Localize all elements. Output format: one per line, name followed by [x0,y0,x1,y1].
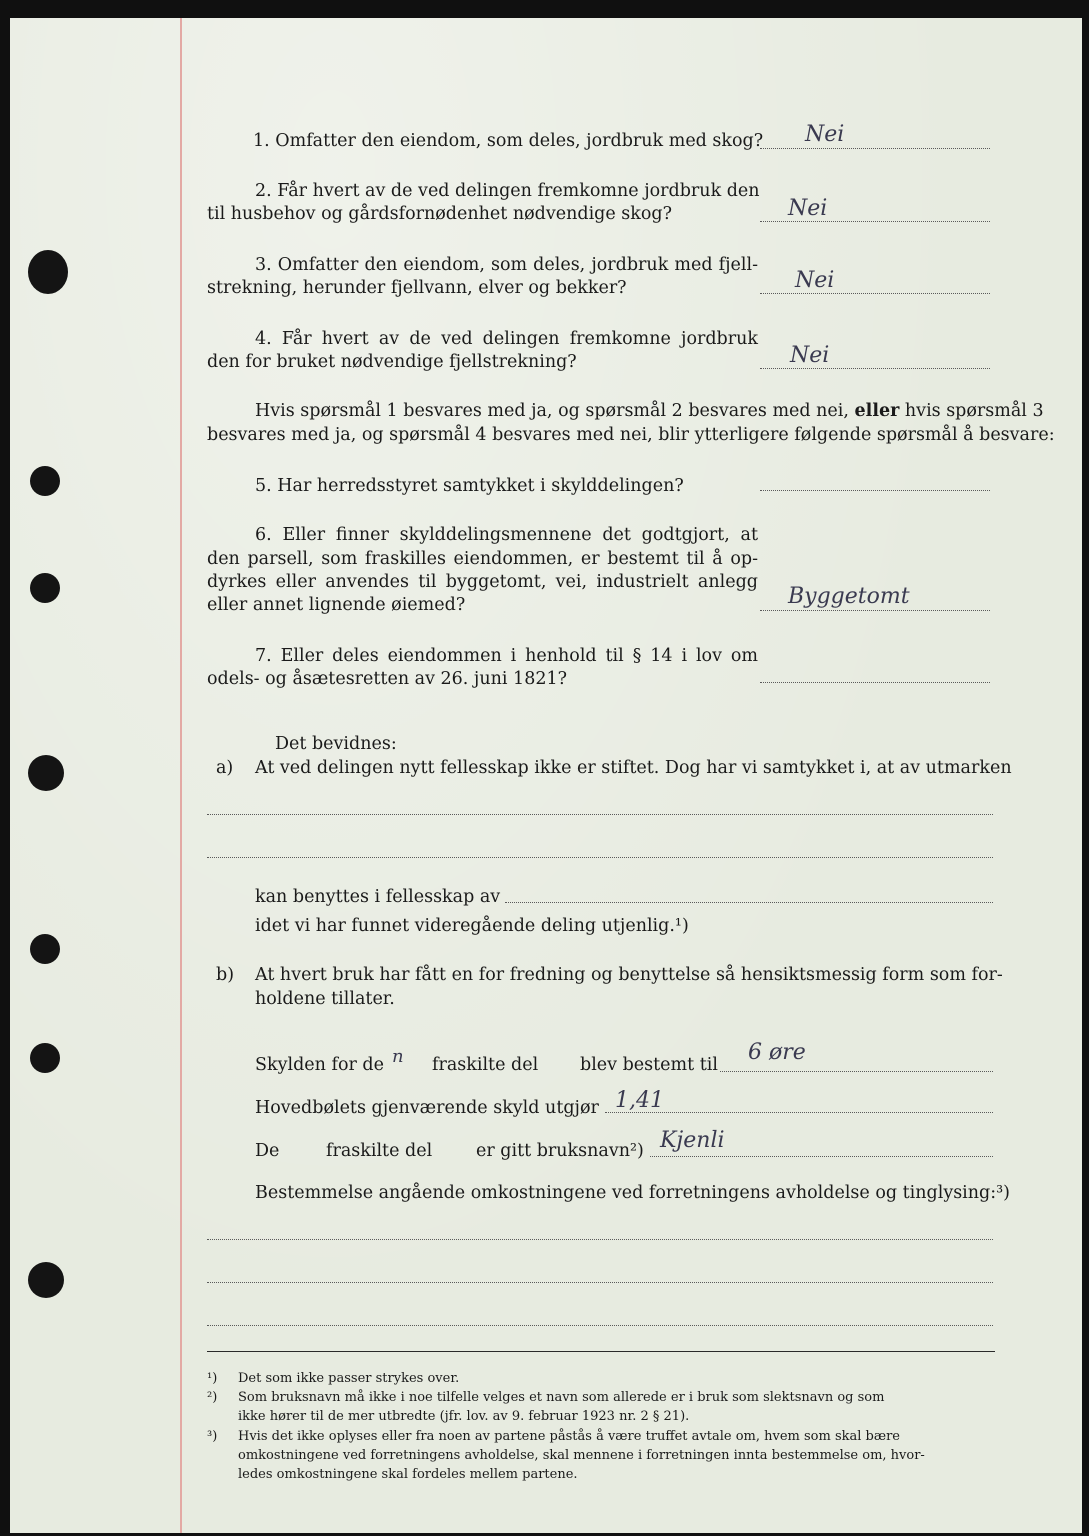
hovedbol-label: Hovedbølets gjenværende skyld utgjør [255,1098,599,1118]
document-page [10,18,1082,1533]
skyld-word-1: Skylden for de [255,1055,384,1075]
answer-line-3 [760,293,990,294]
bevidnes-title: Det bevidnes: [275,734,397,754]
question-2-line-2: til husbehov og gårdsfornødenhet nødvendige skog? [207,204,672,224]
blank-line-b2 [207,1282,993,1283]
footnote-1-marker: ¹) [207,1371,218,1386]
bruks-word-3: er gitt bruksnavn²) [476,1141,644,1161]
footnote-3-line-1: Hvis det ikke oplyses eller fra noen av partene påstås å være truffet avtale om, hvem som skal bære [238,1429,900,1444]
blank-line-b1 [207,1239,993,1240]
item-b-label: b) [216,965,235,985]
bruks-word-2: fraskilte del [326,1141,433,1161]
answer-line-1 [760,148,990,149]
footnote-3-line-3: ledes omkostningene skal fordeles mellem partene. [238,1467,578,1482]
footnote-2-line-2: ikke hører til de mer utbredte (jfr. lov. av 9. februar 1923 nr. 2 § 21). [238,1409,690,1424]
answer-6: Byggetomt [788,584,910,609]
footnote-3-marker: ³) [207,1429,218,1444]
skyld-word-2: fraskilte del [432,1055,539,1075]
blank-line-a3 [505,902,993,903]
answer-4: Nei [790,343,830,368]
question-4-line-1: 4. Får hvert av de ved delingen fremkomne jordbruk [255,329,758,349]
blank-line-a1 [207,814,993,815]
punch-hole [28,1262,64,1298]
answer-bruksnavn: Kjenli [660,1128,725,1153]
answer-3: Nei [795,268,835,293]
bruks-word-1: De [255,1141,280,1161]
answer-line-skyld [720,1071,993,1072]
footnote-1: Det som ikke passer strykes over. [238,1371,460,1386]
footnote-2-line-1: Som bruksnavn må ikke i noe tilfelle velges et navn som allerede er i bruk som slektsnavn og som [238,1390,885,1405]
item-a-text: At ved delingen nytt fellesskap ikke er stiftet. Dog har vi samtykket i, at av utmarken [255,758,1012,778]
item-b-line-1: At hvert bruk har fått en for fredning og benyttelse så hensiktsmessig form som for- [255,965,1003,985]
answer-hovedbol: 1,41 [615,1088,664,1113]
answer-2: Nei [788,196,828,221]
skyld-word-3: blev bestemt til [580,1055,718,1075]
margin-rule [180,18,182,1533]
item-a-label: a) [216,758,234,778]
question-7-line-2: odels- og åsætesretten av 26. juni 1821? [207,669,567,689]
intro-line-2: besvares med ja, og spørsmål 4 besvares med nei, blir ytterligere følgende spørsmål å besvare: [207,425,1055,445]
footnote-rule [207,1351,995,1352]
answer-line-4 [760,368,990,369]
answer-line-bruksnavn [650,1156,993,1157]
question-6-line-2: den parsell, som fraskilles eiendommen, er bestemt til å op- [207,549,758,569]
question-6-line-4: eller annet lignende øiemed? [207,595,466,615]
bestemmelse-label: Bestemmelse angående omkostningene ved forretningens avholdelse og tinglysing:³) [255,1183,1010,1203]
question-3-line-2: strekning, herunder fjellvann, elver og bekker? [207,278,627,298]
punch-hole [30,934,60,964]
item-a-line-3: kan benyttes i fellesskap av [255,887,501,907]
intro-line-1: Hvis spørsmål 1 besvares med ja, og spørsmål 2 besvares med nei, eller hvis spørsmål 3 [255,401,1044,421]
skyld-handwritten-de: n [392,1046,404,1067]
answer-skyld: 6 øre [748,1040,806,1065]
punch-hole [28,755,64,791]
answer-1: Nei [805,122,845,147]
question-2-line-1: 2. Får hvert av de ved delingen fremkomne jordbruk den [255,181,760,201]
question-5: 5. Har herredsstyret samtykket i skylddelingen? [255,476,684,496]
question-3-line-1: 3. Omfatter den eiendom, som deles, jordbruk med fjell- [255,255,758,275]
item-b-line-2: holdene tillater. [255,989,395,1009]
answer-line-2 [760,221,990,222]
question-4-line-2: den for bruket nødvendige fjellstrekning? [207,352,577,372]
item-a-line-4: idet vi har funnet videregående deling utjenlig.¹) [255,916,689,936]
question-7-line-1: 7. Eller deles eiendommen i henhold til § 14 i lov om [255,646,758,666]
punch-hole [30,573,60,603]
punch-hole [28,250,68,294]
punch-hole [30,466,60,496]
blank-line-a2 [207,857,993,858]
answer-line-7 [760,682,990,683]
question-6-line-3: dyrkes eller anvendes til byggetomt, vei, industrielt anlegg [207,572,758,592]
footnote-2-marker: ²) [207,1390,218,1405]
question-6-line-1: 6. Eller finner skylddelingsmennene det godtgjort, at [255,525,758,545]
blank-line-b3 [207,1325,993,1326]
answer-line-6 [760,610,990,611]
answer-line-5 [760,490,990,491]
question-1: 1. Omfatter den eiendom, som deles, jordbruk med skog? [253,131,764,151]
footnote-3-line-2: omkostningene ved forretningens avholdelse, skal mennene i forretningen innta bestemmelse om, hvor- [238,1448,925,1463]
punch-hole [30,1043,60,1073]
